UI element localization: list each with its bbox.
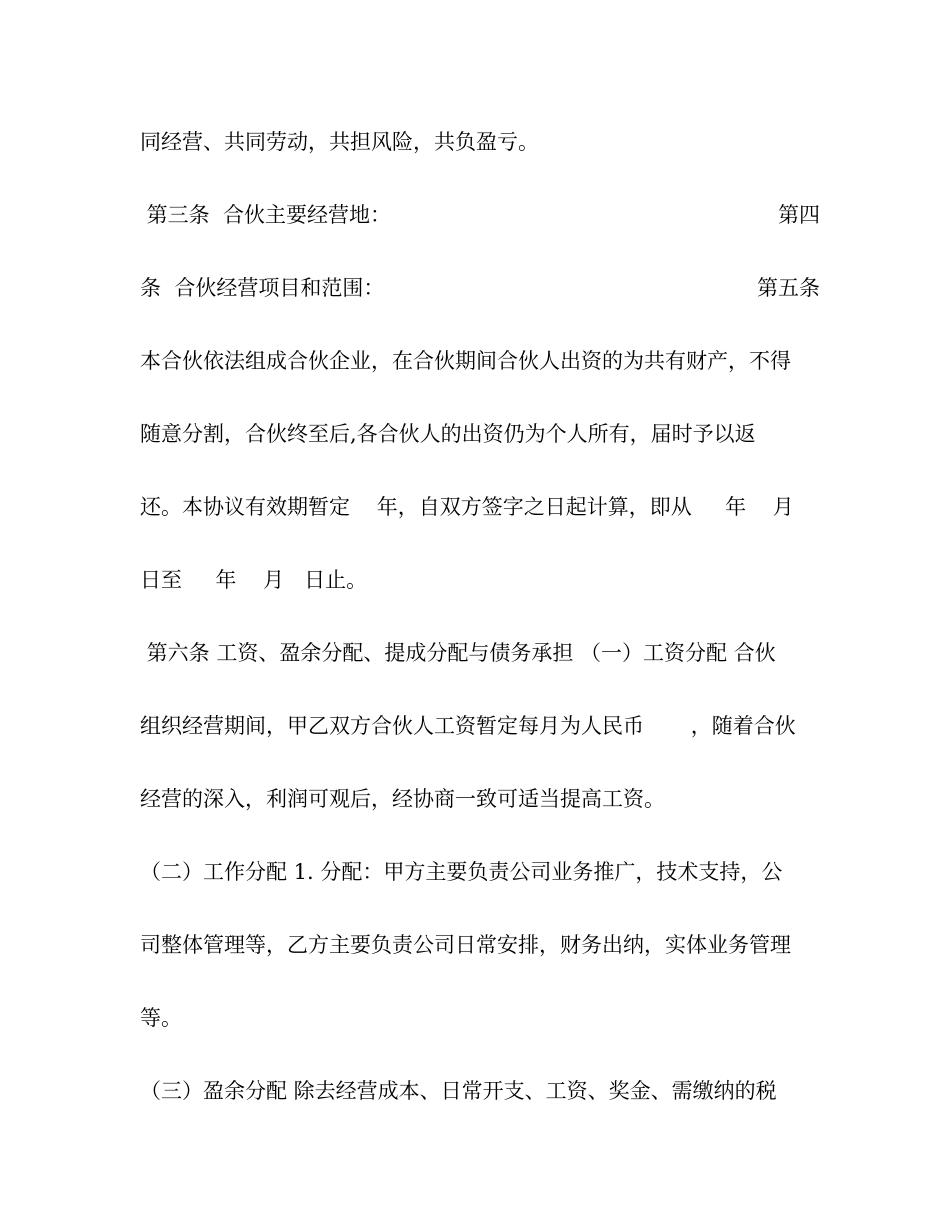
text-line: 第六条 工资、盈余分配、提成分配与债务承担 （一）工资分配 合伙	[140, 641, 776, 665]
article-5-heading: 第五条	[757, 276, 820, 300]
text-line: （二）工作分配 1. 分配：甲方主要负责公司业务推广，技术支持，公	[140, 860, 783, 884]
text-line: 经营的深入，利润可观后，经协商一致可适当提高工资。	[140, 787, 665, 811]
text-line	[140, 268, 820, 308]
text-line: 日至 年 月 日止。	[140, 568, 368, 592]
text-line: 司整体管理等，乙方主要负责公司日常安排，财务出纳，实体业务管理	[140, 933, 791, 957]
text-line: 随意分割，合伙终至后,各合伙人的出资仍为个人所有，届时予以返	[140, 422, 756, 446]
text-line: 本合伙依法组成合伙企业，在合伙期间合伙人出资的为共有财产，不得	[140, 349, 791, 373]
text-line: 组织经营期间，甲乙双方合伙人工资暂定每月为人民币 ，随着合伙	[140, 714, 796, 738]
text-line: 同经营、共同劳动，共担风险，共负盈亏。	[140, 130, 539, 154]
article-3-heading: 第三条 合伙主要经营地：	[140, 203, 392, 227]
article-4-heading-start: 第四	[778, 203, 820, 227]
text-line: （三）盈余分配 除去经营成本、日常开支、工资、奖金、需缴纳的税	[140, 1079, 777, 1103]
text-line	[140, 195, 820, 235]
article-4-heading-end: 条 合伙经营项目和范围：	[140, 276, 385, 300]
text-line: 等。	[140, 1006, 182, 1030]
text-line: 还。本协议有效期暂定 年，自双方签字之日起计算，即从 年 月	[140, 495, 794, 519]
